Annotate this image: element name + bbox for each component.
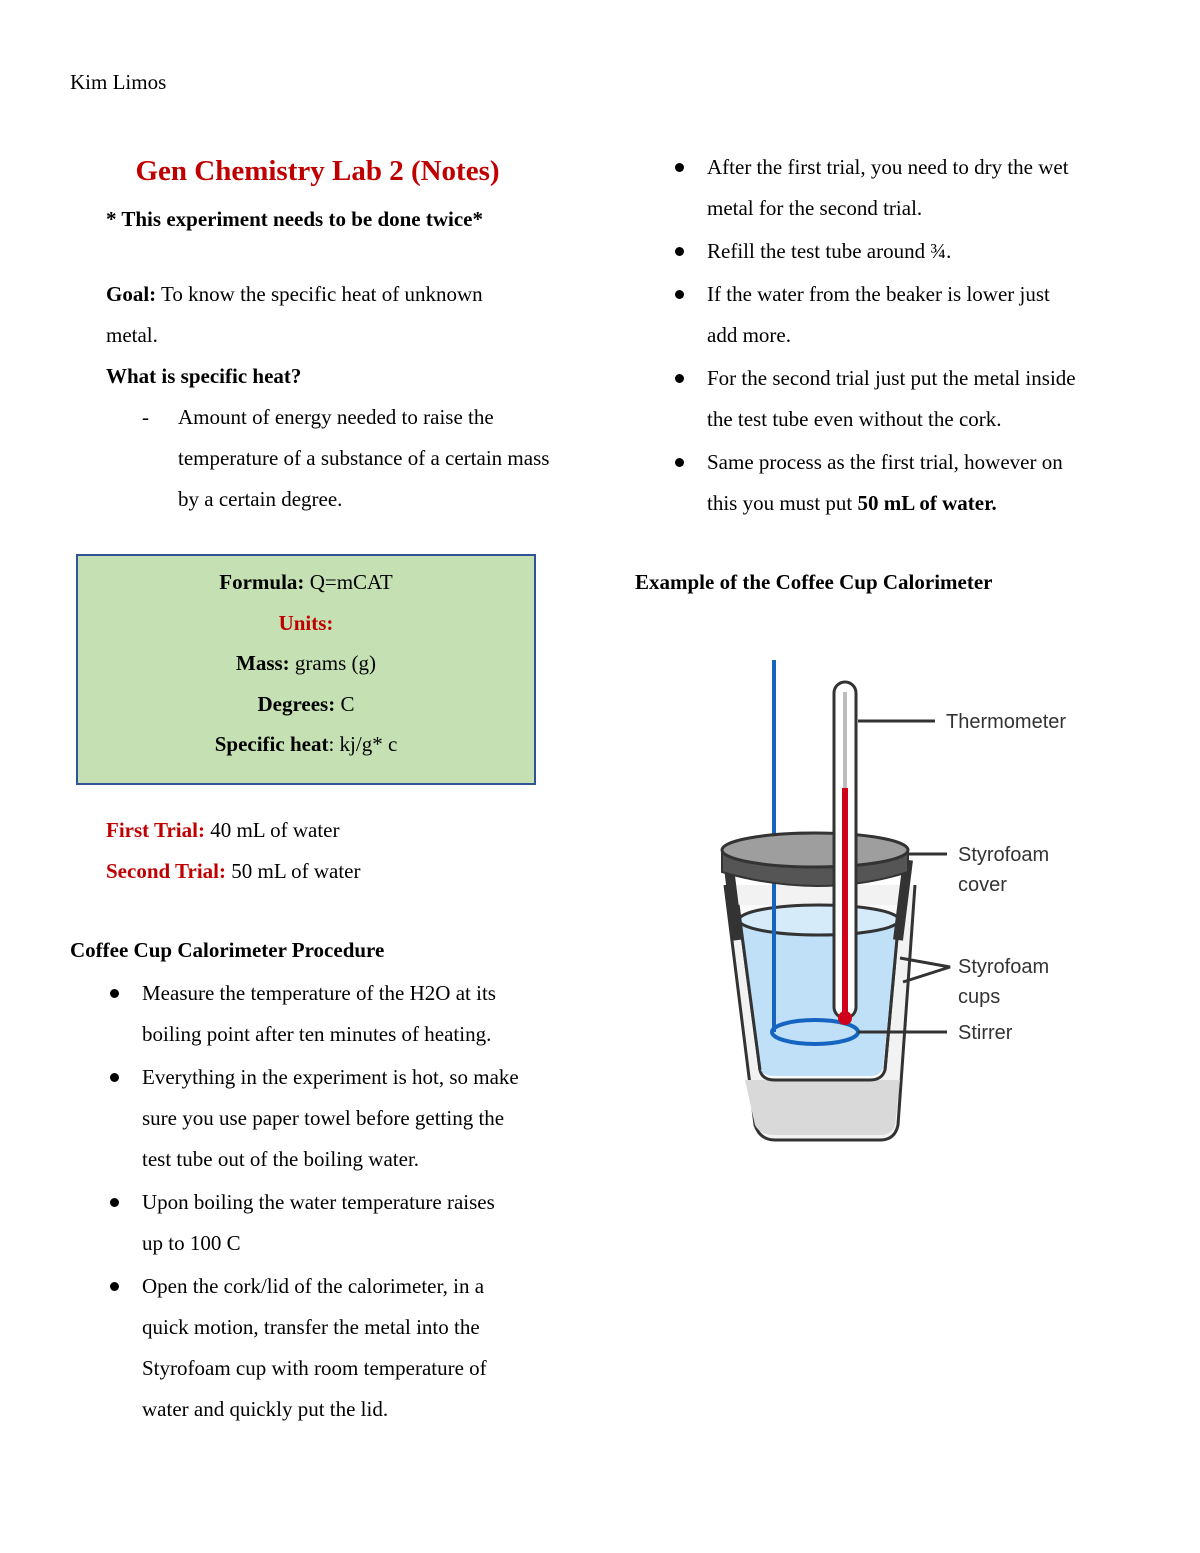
label-stirrer: Stirrer	[958, 1022, 1013, 1044]
list-item-line: metal for the second trial.	[707, 196, 923, 220]
procedure-title: Coffee Cup Calorimeter Procedure	[70, 938, 385, 962]
page-title: Gen Chemistry Lab 2 (Notes)	[135, 155, 500, 187]
goal-section	[70, 274, 570, 520]
list-item-text: this you must put	[707, 491, 858, 515]
formula-value: Q=mCAT	[304, 570, 393, 594]
goal-text-cont: metal.	[106, 323, 158, 347]
list-item	[635, 358, 1155, 440]
list-item-line: water and quickly put the lid.	[142, 1397, 389, 1421]
goal-label: Goal:	[106, 282, 157, 306]
water-amount-emphasis: 50 mL of water.	[857, 491, 997, 515]
degrees-label: Degrees:	[257, 691, 336, 716]
list-item-line: quick motion, transfer the metal into the	[142, 1315, 480, 1339]
formula-box	[76, 554, 536, 785]
list-item	[635, 231, 1155, 272]
specific-heat-label: Specific heat	[214, 732, 329, 756]
list-item-line: After the first trial, you need to dry the wet	[707, 155, 1069, 179]
thermometer-bulb	[838, 1011, 852, 1025]
second-trial-label: Second Trial:	[106, 859, 226, 883]
list-item-line: Upon boiling the water temperature raises	[142, 1190, 495, 1214]
thermometer-capillary	[843, 692, 847, 792]
list-item	[70, 1182, 590, 1264]
label-cups-1: Styrofoam	[958, 956, 1050, 978]
water	[740, 918, 898, 1076]
dash-marker: -	[142, 405, 149, 429]
example-title: Example of the Coffee Cup Calorimeter	[635, 570, 993, 594]
mass-value: grams (g)	[289, 651, 376, 675]
specific-heat-question: What is specific heat?	[106, 364, 302, 388]
thermometer-mercury	[842, 788, 848, 1016]
list-item-line: For the second trial just put the metal inside	[707, 366, 1076, 390]
list-item-line: the test tube even without the cork.	[707, 407, 1002, 431]
mass-label: Mass:	[236, 651, 290, 675]
label-cups-2: cups	[958, 986, 1001, 1008]
list-item	[635, 274, 1155, 356]
list-item-line: boiling point after ten minutes of heating.	[142, 1022, 492, 1046]
water-surface	[739, 905, 899, 935]
list-item	[635, 442, 1155, 524]
procedure-list	[70, 973, 590, 1432]
goal-text: To know the specific heat of unknown	[156, 282, 483, 306]
formula-label: Formula:	[219, 570, 305, 594]
list-item-line: Refill the test tube around ¾.	[707, 239, 952, 263]
label-cover-1: Styrofoam	[958, 844, 1050, 866]
subtitle: * This experiment needs to be done twice*	[106, 207, 484, 231]
trials-section	[106, 810, 361, 892]
cup-bottom	[745, 1080, 900, 1135]
second-trial-value: 50 mL of water	[225, 859, 361, 883]
author-name: Kim Limos	[70, 70, 167, 94]
degrees-value: C	[335, 691, 355, 716]
definition-line: Amount of energy needed to raise the	[178, 405, 494, 429]
definition-line: by a certain degree.	[178, 487, 343, 511]
list-item-line: Everything in the experiment is hot, so make	[142, 1065, 519, 1089]
definition-line: temperature of a substance of a certain mass	[178, 446, 550, 470]
styrofoam-cover-top	[722, 833, 908, 867]
list-item-line: If the water from the beaker is lower just	[707, 282, 1050, 306]
specific-heat-definition	[106, 397, 570, 520]
list-item-line	[707, 483, 1155, 524]
list-item	[70, 1266, 590, 1430]
first-trial-value: 40 mL of water	[204, 818, 340, 842]
list-item-line: Same process as the first trial, however on	[707, 450, 1063, 474]
label-thermometer: Thermometer	[946, 711, 1067, 733]
list-item-line: Styrofoam cup with room temperature of	[142, 1356, 487, 1380]
list-item-line: Measure the temperature of the H2O at its	[142, 981, 496, 1005]
list-item	[635, 147, 1155, 229]
list-item-line: sure you use paper towel before getting the	[142, 1106, 505, 1130]
specific-heat-units: : kj/g* c	[328, 732, 398, 756]
second-trial-notes	[635, 147, 1155, 526]
calorimeter-diagram	[700, 640, 1120, 1160]
list-item-line: up to 100 C	[142, 1231, 241, 1255]
list-item-line: Open the cork/lid of the calorimeter, in a	[142, 1274, 485, 1298]
list-item	[70, 1057, 590, 1180]
left-column	[70, 150, 570, 520]
first-trial-label: First Trial:	[106, 818, 205, 842]
list-item-line: add more.	[707, 323, 791, 347]
units-label: Units:	[278, 610, 334, 635]
list-item	[70, 973, 590, 1055]
list-item-line: test tube out of the boiling water.	[142, 1147, 420, 1171]
label-cover-2: cover	[958, 874, 1007, 896]
